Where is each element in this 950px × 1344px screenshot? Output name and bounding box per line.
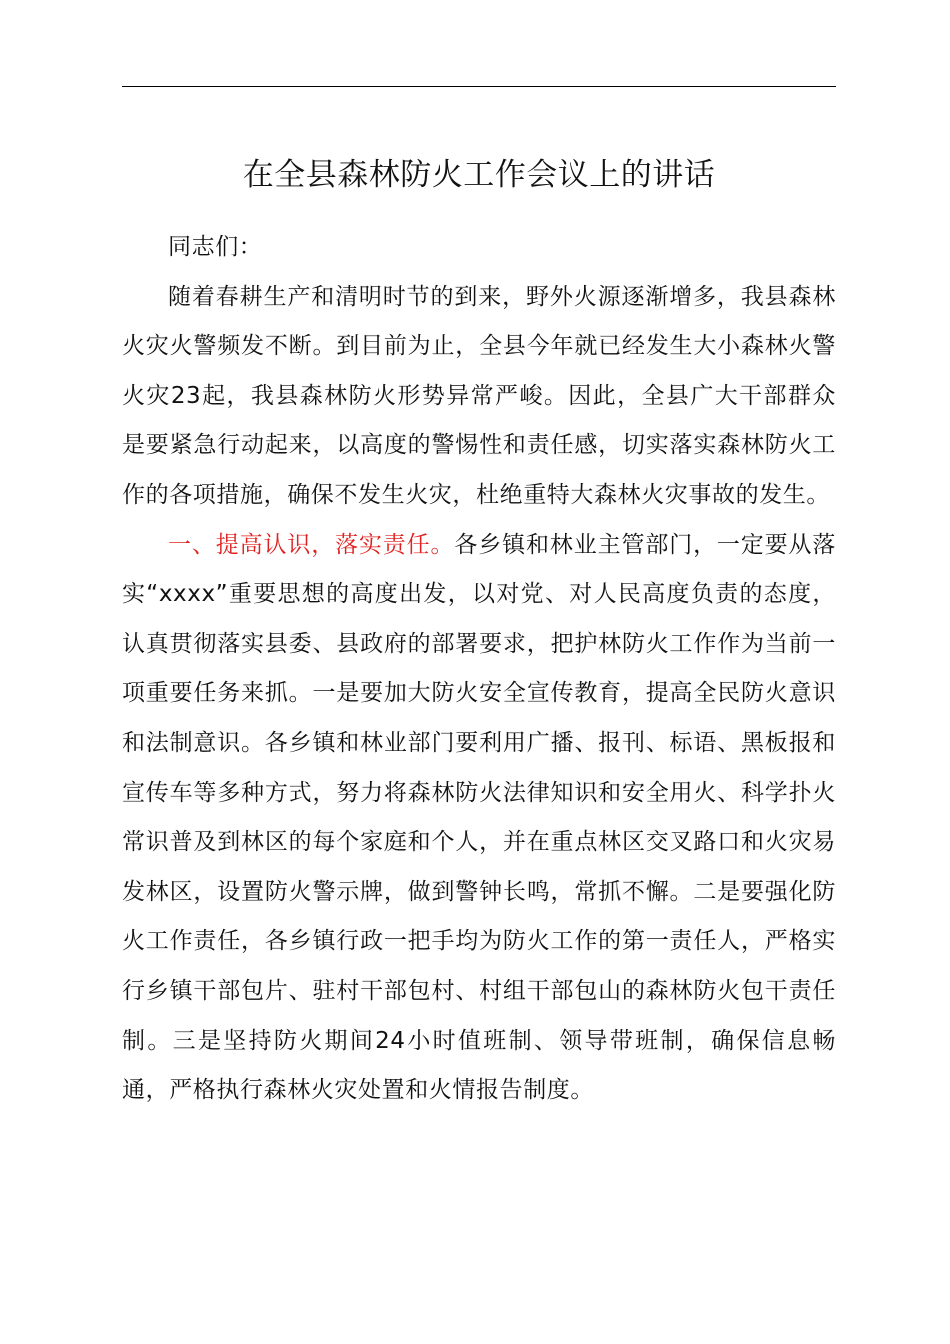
paragraph-section-1 <box>122 521 836 1116</box>
paragraph-intro: 随着春耕生产和清明时节的到来，野外火源逐渐增多，我县森林火灾火警频发不断。到目前为止，全县今年就已经发生大小森林火警火灾23起，我县森林防火形势异常严峻。因此，全县广大干部群众是要紧急行动起来，以高度的警惕性和责任感，切实落实森林防火工作的各项措施，确保不发生火灾，杜绝重特大森林火灾事故的发生。 <box>122 283 836 508</box>
section-1-heading: 一、提高认识，落实责任。 <box>168 531 455 558</box>
document-body <box>122 223 836 1116</box>
salutation: 同志们： <box>168 234 263 260</box>
document-title: 在全县森林防火工作会议上的讲话 <box>242 157 716 193</box>
header-rule <box>122 86 836 87</box>
section-1-body: 各乡镇和林业主管部门，一定要从落实“xxxx”重要思想的高度出发，以对党、对人民高度负责的态度，认真贯彻落实县委、县政府的部署要求，把护林防火工作作为当前一项重要任务来抓。一是要加大防火安全宣传教育，提高全民防火意识和法制意识。各乡镇和林业部门要利用广播、报刊、标语、黑板报和宣传车等多种方式，努力将森林防火法律知识和安全用火、科学扑火常识普及到林区的每个家庭和个人，并在重点林区交叉路口和火灾易发林区，设置防火警示牌，做到警钟长鸣，常抓不懈。二是要强化防火工作责任，各乡镇行政一把手均为防火工作的第一责任人，严格实行乡镇干部包片、驻村干部包村、村组干部包山的森林防火包干责任制。三是坚持防火期间24小时值班制、领导带班制，确保信息畅通，严格执行森林火灾处置和火情报告制度。 <box>122 531 836 1104</box>
